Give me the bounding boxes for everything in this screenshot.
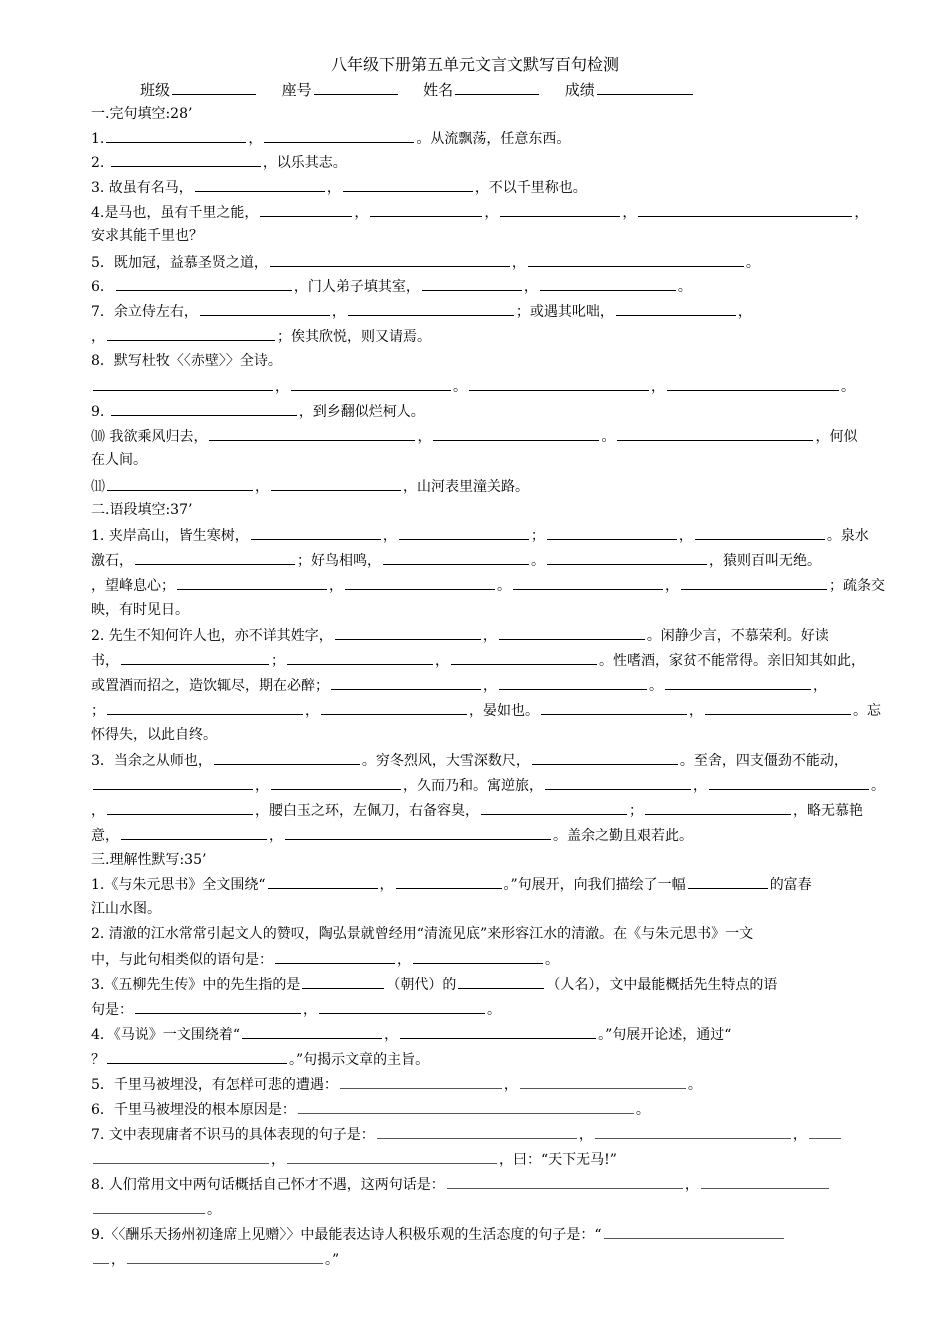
blank[interactable]	[251, 525, 381, 540]
q3-9: 9.〈〈酬乐天扬州初逢席上见赠〉〉中最能表达诗人积极乐观的生活态度的句子是：“	[91, 1224, 786, 1245]
section-3-heading: 三.理解性默写:35’	[91, 852, 207, 868]
q1-8-answer: ， 。 ， 。	[91, 376, 855, 397]
blank[interactable]	[107, 476, 253, 491]
blank[interactable]	[532, 750, 678, 765]
blank[interactable]	[106, 128, 246, 143]
blank[interactable]	[695, 525, 825, 540]
blank[interactable]	[107, 800, 253, 815]
blank[interactable]	[177, 575, 327, 590]
class-field[interactable]	[172, 80, 256, 95]
blank[interactable]	[665, 675, 811, 690]
section-2-heading: 二.语段填空:37’	[91, 502, 193, 518]
blank[interactable]	[121, 825, 267, 840]
blank[interactable]	[127, 1249, 323, 1264]
blank[interactable]	[481, 800, 627, 815]
q2-2-line4: ； ， ，晏如也。 ， 。忘	[91, 700, 881, 721]
name-field[interactable]	[455, 80, 539, 95]
section-1-heading: 一.完句填空:28’	[91, 106, 193, 122]
blank[interactable]	[200, 301, 330, 316]
blank[interactable]	[111, 152, 261, 167]
q3-8: 8. 人们常用文中两句话概括自己怀才不遇，这两句话是： ，	[91, 1174, 831, 1195]
q1-3: 3. 故虽有名马， ， ，不以千里称也。	[91, 177, 587, 198]
blank[interactable]	[291, 376, 451, 391]
blank[interactable]	[400, 1024, 596, 1039]
blank[interactable]	[271, 775, 401, 790]
blank[interactable]	[595, 1124, 791, 1139]
q3-9-cont: ， 。”	[91, 1249, 339, 1270]
blank[interactable]	[681, 575, 827, 590]
blank[interactable]	[135, 550, 295, 565]
q2-2-line5: 怀得失，以此自终。	[91, 727, 217, 743]
q1-5: 5．既加冠，益慕圣贤之道， ， 。	[91, 252, 760, 273]
blank[interactable]	[343, 177, 473, 192]
blank[interactable]	[348, 301, 514, 316]
blank[interactable]	[547, 525, 677, 540]
blank[interactable]	[616, 301, 736, 316]
q1-10: ⑽ 我欲乘风归去， ， 。 ，何似	[91, 426, 857, 447]
student-info-row	[140, 79, 695, 100]
blank[interactable]	[268, 874, 378, 889]
seat-field[interactable]	[314, 80, 398, 95]
blank[interactable]	[540, 276, 676, 291]
blank[interactable]	[422, 276, 522, 291]
blank[interactable]	[701, 1174, 829, 1189]
q1-9: 9. ，到乡翻似烂柯人。	[91, 401, 425, 422]
blank[interactable]	[93, 376, 273, 391]
q2-1-line4: 映，有时见日。	[91, 602, 189, 618]
q2-3-line2: ， ，久而乃和。寓逆旅， ， 。	[91, 775, 885, 796]
blank[interactable]	[604, 1224, 784, 1239]
q1-7-cont: ， ；俟其欣悦，则又请焉。	[91, 326, 431, 347]
q3-3: 3.《五柳先生传》中的先生指的是 （朝代）的 （人名），文中最能概括先生特点的语	[91, 974, 777, 995]
blank[interactable]	[287, 650, 433, 665]
class-label: 班级	[140, 81, 171, 99]
blank[interactable]	[107, 326, 275, 341]
blank[interactable]	[513, 575, 663, 590]
blank[interactable]	[500, 202, 620, 217]
q1-8: 8．默写杜牧〈〈赤壁〉〉全诗。	[91, 353, 282, 369]
q2-1-line2: 激石， ；好鸟相鸣， 。 ，猿则百叫无绝。	[91, 550, 821, 571]
q1-11: ⑾ ， ，山河表里潼关路。	[91, 476, 529, 497]
q2-1: 1. 夹岸高山，皆生寒树， ， ； ， 。泉水	[91, 525, 869, 546]
blank[interactable]	[93, 1249, 109, 1264]
q1-6: 6． ，门人弟子填其室， ， 。	[91, 276, 692, 297]
blank[interactable]	[319, 999, 485, 1014]
q3-7: 7. 文中表现庸者不识马的具体表现的句子是： ， ，	[91, 1124, 843, 1145]
q3-4-cont: ？ 。”句揭示文章的主旨。	[91, 1049, 429, 1070]
q2-2: 2. 先生不知何许人也，亦不详其姓字， ， 。闲静少言，不慕荣利。好读	[91, 625, 829, 646]
blank[interactable]	[107, 1049, 287, 1064]
blank[interactable]	[499, 625, 645, 640]
blank[interactable]	[469, 376, 649, 391]
blank[interactable]	[617, 426, 813, 441]
q1-10-cont: 在人间。	[91, 452, 147, 468]
blank[interactable]	[447, 1174, 683, 1189]
blank[interactable]	[345, 575, 495, 590]
blank[interactable]	[667, 376, 839, 391]
blank[interactable]	[688, 874, 768, 889]
blank[interactable]	[545, 775, 691, 790]
blank[interactable]	[396, 874, 502, 889]
blank[interactable]	[93, 1149, 269, 1164]
q3-8-cont: 。	[91, 1199, 221, 1220]
q2-2-line2: 书， ； ， 。性嗜酒，家贫不能常得。亲旧知其如此，	[91, 650, 865, 671]
blank[interactable]	[528, 252, 744, 267]
q1-1: 1. ， 。从流飘荡，任意东西。	[91, 128, 570, 149]
blank[interactable]	[547, 550, 707, 565]
blank[interactable]	[93, 1199, 205, 1214]
q1-2: 2. ，以乐其志。	[91, 152, 347, 173]
blank[interactable]	[209, 426, 415, 441]
blank[interactable]	[645, 800, 791, 815]
blank[interactable]	[111, 401, 297, 416]
blank[interactable]	[285, 825, 551, 840]
blank[interactable]	[302, 974, 384, 989]
blank[interactable]	[383, 550, 529, 565]
blank[interactable]	[340, 1074, 502, 1089]
q3-2-cont: 中，与此句相类似的语句是： ， 。	[91, 949, 559, 970]
blank[interactable]	[264, 128, 414, 143]
blank[interactable]	[214, 750, 360, 765]
blank[interactable]	[242, 1024, 382, 1039]
q2-1-line3: ，望峰息心； ， 。 ， ；疏条交	[91, 575, 885, 596]
q2-3-line4: 意， ， 。盖余之勤且艰若此。	[91, 825, 693, 846]
blank[interactable]	[638, 202, 852, 217]
q3-2: 2. 清澈的江水常常引起文人的赞叹，陶弘景就曾经用“清流见底”来形容江水的清澈。在《与朱元思书》一文	[91, 926, 754, 942]
blank[interactable]	[107, 700, 303, 715]
score-label: 成绩	[564, 81, 595, 99]
blank[interactable]	[270, 252, 510, 267]
blank[interactable]	[541, 700, 687, 715]
blank[interactable]	[709, 775, 869, 790]
blank[interactable]	[287, 1149, 497, 1164]
blank[interactable]	[520, 1074, 686, 1089]
blank[interactable]	[116, 276, 292, 291]
q3-4: 4．《马说》一文围绕着“ ， 。”句展开论述，通过“	[91, 1024, 731, 1045]
blank[interactable]	[809, 1124, 841, 1139]
blank[interactable]	[335, 625, 481, 640]
blank[interactable]	[705, 700, 851, 715]
blank[interactable]	[451, 650, 597, 665]
blank[interactable]	[195, 177, 325, 192]
blank[interactable]	[458, 974, 544, 989]
blank[interactable]	[93, 775, 253, 790]
blank[interactable]	[433, 426, 599, 441]
blank[interactable]	[413, 949, 543, 964]
q3-1-cont: 江山水图。	[91, 901, 161, 917]
blank[interactable]	[121, 650, 269, 665]
q1-4: 4.是马也，虽有千里之能， ， ， ， ，	[91, 202, 868, 223]
q3-1: 1.《与朱元思书》全文围绕“ ， 。”句展开，向我们描绘了一幅 的富春	[91, 874, 812, 895]
name-label: 姓名	[423, 81, 454, 99]
page-title: 八年级下册第五单元文言文默写百句检测	[330, 55, 619, 74]
blank[interactable]	[260, 202, 352, 217]
blank[interactable]	[298, 1099, 634, 1114]
blank[interactable]	[135, 999, 301, 1014]
q2-2-line3: 或置酒而招之，造饮辄尽，期在必醉； ， 。 ，	[91, 675, 827, 696]
blank[interactable]	[499, 675, 647, 690]
q3-7-cont: ， ，曰：“天下无马!”	[91, 1149, 617, 1170]
q1-4-cont: 安求其能千里也？	[91, 228, 203, 244]
seat-label: 座号	[281, 81, 312, 99]
q3-5: 5．千里马被埋没，有怎样可悲的遭遇： ， 。	[91, 1074, 702, 1095]
blank[interactable]	[331, 675, 481, 690]
blank[interactable]	[370, 202, 482, 217]
blank[interactable]	[321, 700, 467, 715]
blank[interactable]	[377, 1124, 577, 1139]
q1-7: 7．余立侍左右， ， ；或遇其叱咄， ，	[91, 301, 752, 322]
blank[interactable]	[271, 476, 401, 491]
q3-6: 6．千里马被埋没的根本原因是： 。	[91, 1099, 650, 1120]
q2-3-line3: ， ，腰白玉之环，左佩刀，右备容臭， ； ，略无慕艳	[91, 800, 863, 821]
blank[interactable]	[399, 525, 529, 540]
score-field[interactable]	[597, 80, 693, 95]
blank[interactable]	[275, 949, 395, 964]
q2-3: 3．当余之从师也， 。穷冬烈风，大雪深数尺， 。至舍，四支僵劲不能动，	[91, 750, 848, 771]
q3-3-cont: 句是： ， 。	[91, 999, 501, 1020]
